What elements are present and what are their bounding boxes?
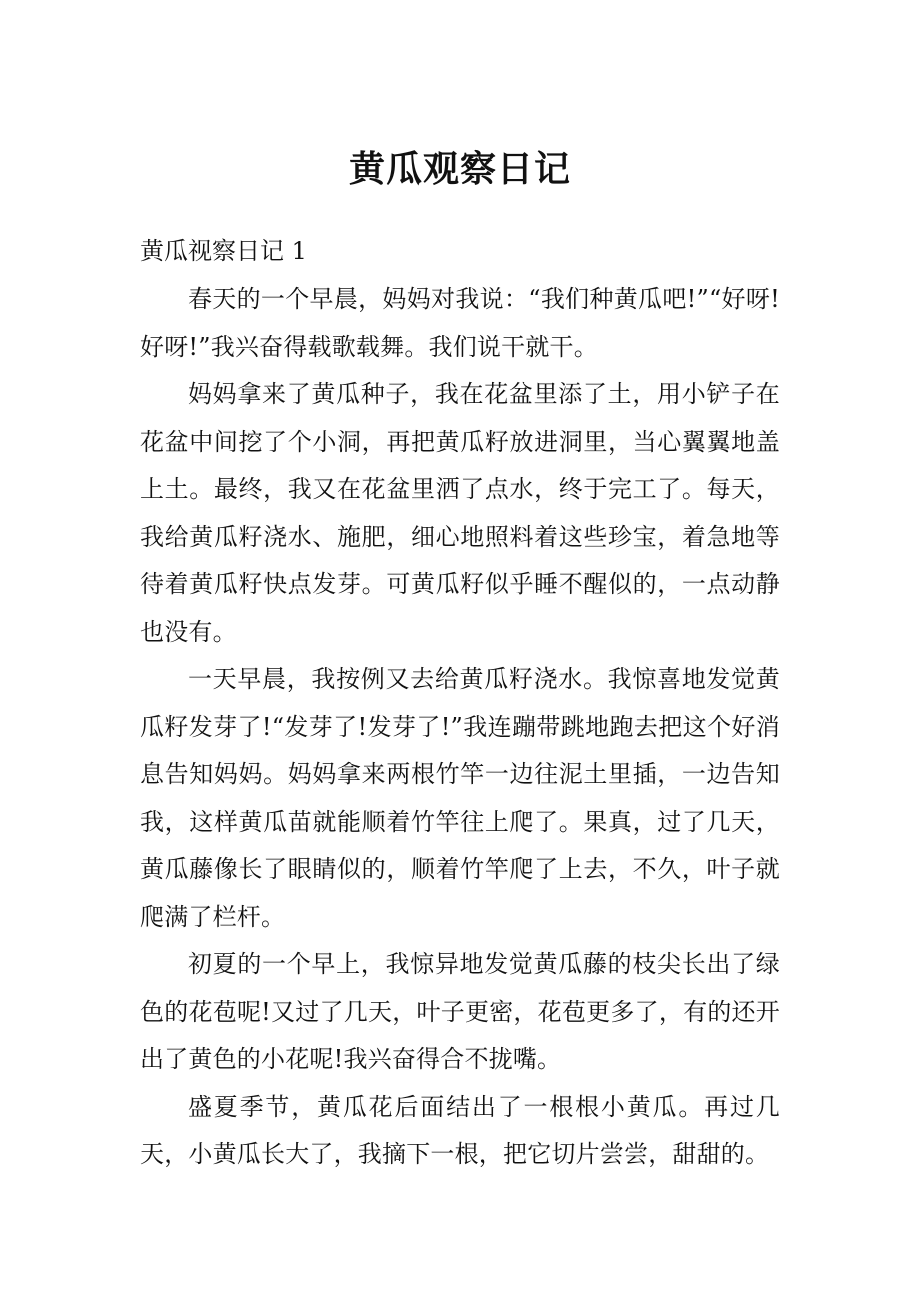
paragraph-2: 妈妈拿来了黄瓜种子，我在花盆里添了土，用小铲子在花盆中间挖了个小洞，再把黄瓜籽放进洞里，当心翼翼地盖上土。最终，我又在花盆里洒了点水，终于完工了。每天，我给黄瓜籽浇水、施肥，细心地照料着这些珍宝，着急地等待着黄瓜籽快点发芽。可黄瓜籽似乎睡不醒似的，一点动静也没有。 <box>140 380 780 646</box>
paragraph-3: 一天早晨，我按例又去给黄瓜籽浇水。我惊喜地发觉黄瓜籽发芽了!“发芽了!发芽了!”我连蹦带跳地跑去把这个好消息告知妈妈。妈妈拿来两根竹竿一边往泥土里插，一边告知我，这样黄瓜苗就能顺着竹竿往上爬了。果真，过了几天，黄瓜藤像长了眼睛似的，顺着竹竿爬了上去，不久，叶子就爬满了栏杆。 <box>140 665 780 931</box>
section-subtitle: 黄瓜视察日记 1 <box>140 237 307 265</box>
paragraph-4: 初夏的一个早上，我惊异地发觉黄瓜藤的枝尖长出了绿色的花苞呢!又过了几天，叶子更密，花苞更多了，有的还开出了黄色的小花呢!我兴奋得合不拢嘴。 <box>140 950 780 1073</box>
paragraph-1: 春天的一个早晨，妈妈对我说：“我们种黄瓜吧!”“好呀!好呀!”我兴奋得载歌载舞。我们说干就干。 <box>140 285 780 361</box>
paragraph-5: 盛夏季节，黄瓜花后面结出了一根根小黄瓜。再过几天，小黄瓜长大了，我摘下一根，把它切片尝尝，甜甜的。 <box>140 1092 780 1168</box>
document-title: 黄瓜观察日记 <box>348 148 571 190</box>
